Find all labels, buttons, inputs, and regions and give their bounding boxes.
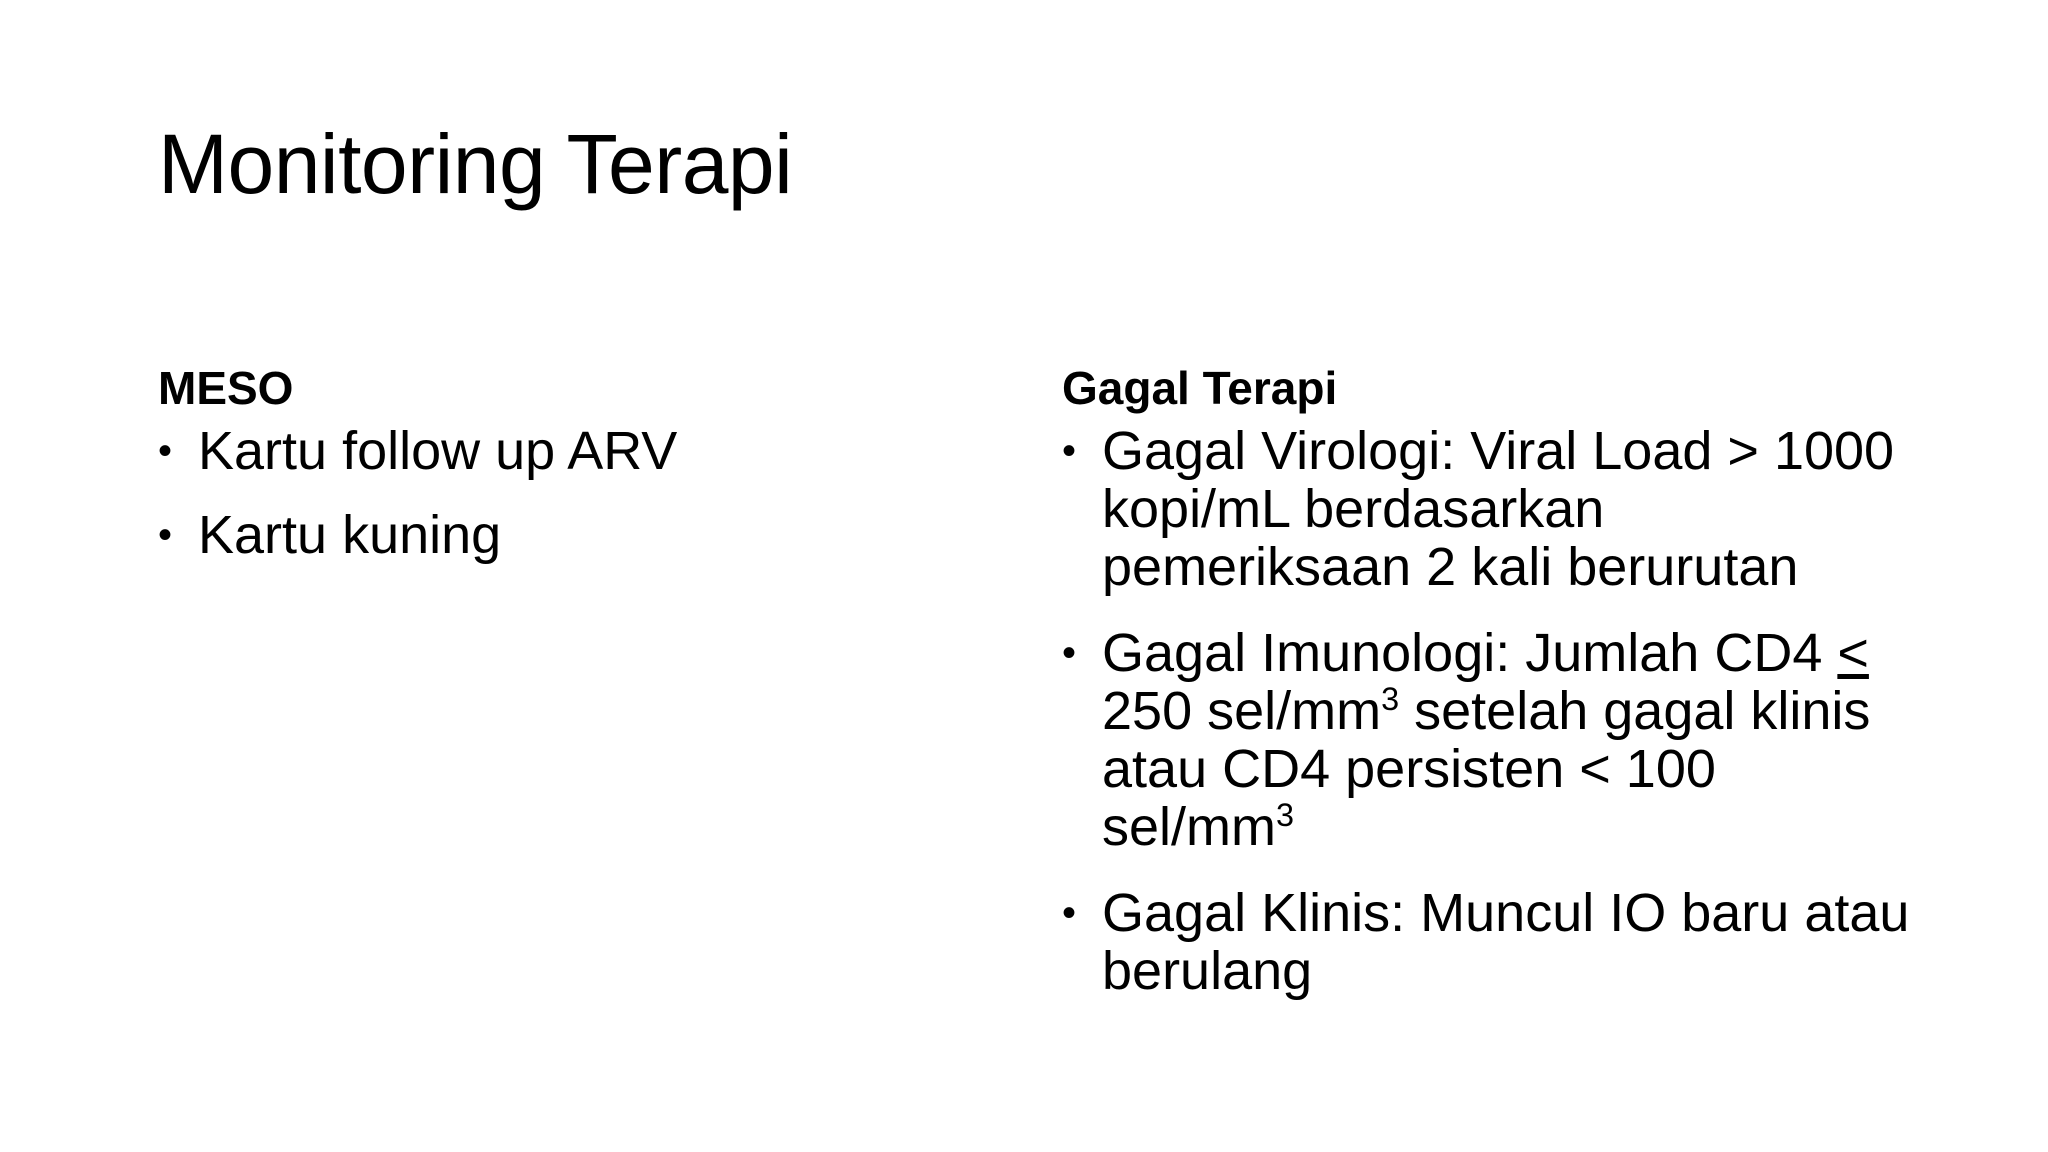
bullet-icon: • xyxy=(158,429,173,473)
gagal-terapi-list xyxy=(1062,422,1922,1000)
list-item xyxy=(1062,422,1922,596)
superscript-3: 3 xyxy=(1276,797,1295,833)
superscript-3: 3 xyxy=(1381,681,1400,717)
list-item-text: Kartu kuning xyxy=(198,505,502,565)
bullet-icon: • xyxy=(1062,891,1077,935)
bullet-icon: • xyxy=(158,513,173,557)
gagal-terapi-heading: Gagal Terapi xyxy=(1062,362,1338,414)
list-item xyxy=(1062,884,1922,1000)
gagal-klinis-text: Gagal Klinis: Muncul IO baru atau berulang xyxy=(1102,883,1910,1001)
meso-list xyxy=(158,422,1018,564)
gagal-imunologi-text xyxy=(1102,623,1870,857)
list-item xyxy=(1062,624,1922,856)
list-item-text: Kartu follow up ARV xyxy=(198,421,678,481)
list-item xyxy=(158,422,1018,480)
left-column xyxy=(158,360,1018,590)
bullet-icon: • xyxy=(1062,429,1077,473)
slide-title: Monitoring Terapi xyxy=(158,117,793,211)
bullet-icon: • xyxy=(1062,631,1077,675)
imunologi-part3: setelah gagal klinis atau CD4 persisten < 100 sel/mm xyxy=(1102,681,1871,857)
meso-heading: MESO xyxy=(158,362,294,414)
lte-symbol: < xyxy=(1837,623,1869,683)
gagal-virologi-text: Gagal Virologi: Viral Load > 1000 kopi/mL berdasarkan pemeriksaan 2 kali berurutan xyxy=(1102,421,1895,597)
right-column xyxy=(1062,360,1922,1028)
list-item xyxy=(158,506,1018,564)
imunologi-part2: 250 sel/mm xyxy=(1102,681,1382,741)
imunologi-part1: Gagal Imunologi: Jumlah CD4 xyxy=(1102,623,1838,683)
